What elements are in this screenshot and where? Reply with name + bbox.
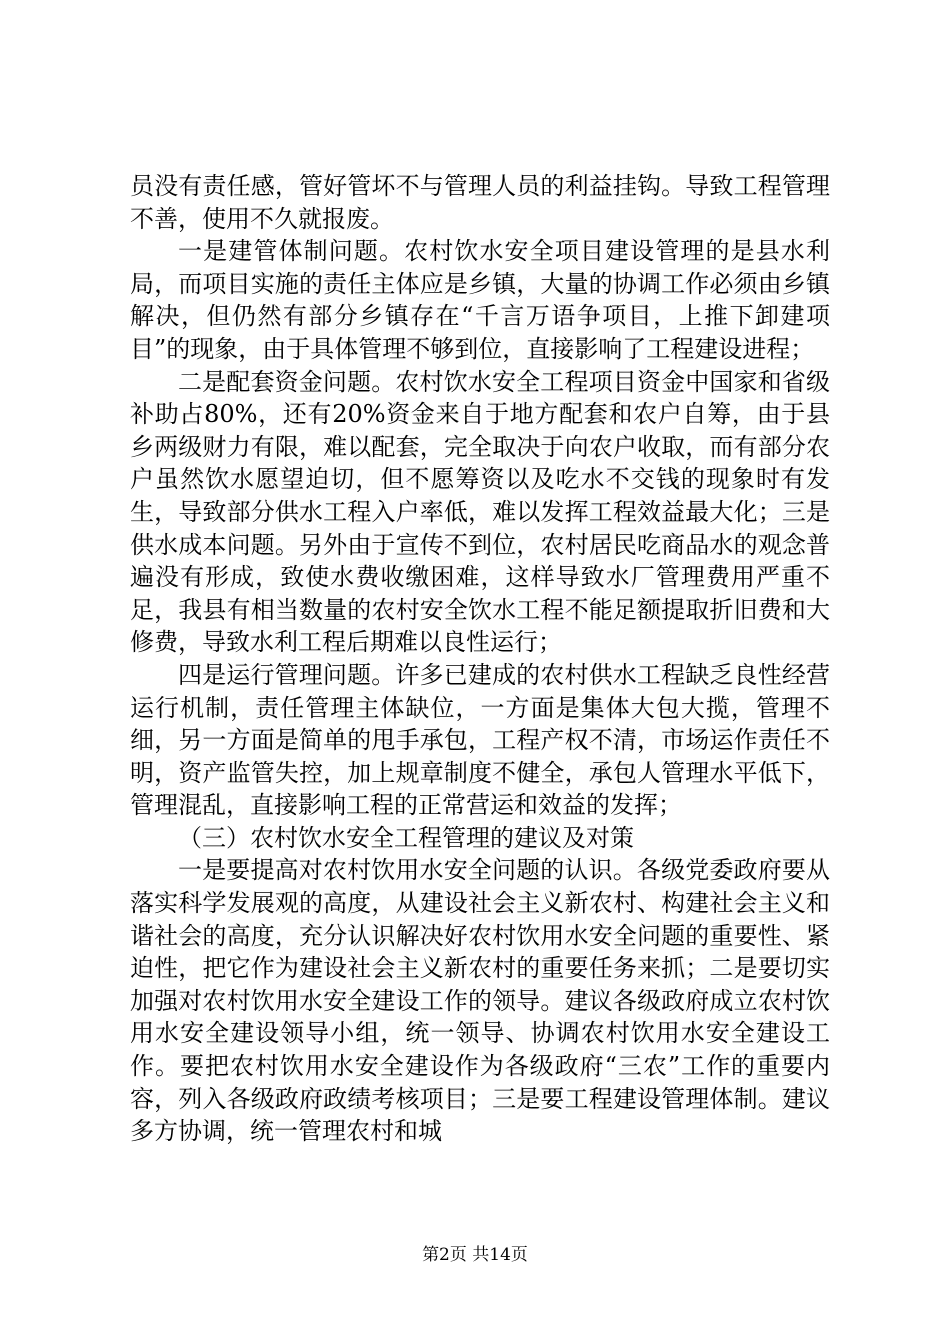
paragraph-management-system: 一是建管体制问题。农村饮水安全项目建设管理的是县水利局，而项目实施的责任主体应是乡镇，大量的协调工作必须由乡镇解决，但仍然有部分乡镇存在“千言万语争项目，上推下卸建项目”的现象，由于具体管理不够到位，直接影响了工程建设进程； <box>130 237 830 363</box>
document-body <box>130 170 830 1148</box>
paragraph-matching-funds: 二是配套资金问题。农村饮水安全工程项目资金中国家和省级补助占80%，还有20%资金来自于地方配套和农户自筹，由于县乡两级财力有限，难以配套，完全取决于向农户收取，而有部分农户虽然饮水愿望迫切，但不愿筹资以及吃水不交钱的现象时有发生，导致部分供水工程入户率低，难以发挥工程效益最大化；三是供水成本问题。另外由于宣传不到位，农村居民吃商品水的观念普遍没有形成，致使水费收缴困难，这样导致水厂管理费用严重不足，我县有相当数量的农村安全饮水工程不能足额提取折旧费和大修费，导致水利工程后期难以良性运行； <box>130 367 830 657</box>
paragraph-operation-management: 四是运行管理问题。许多已建成的农村供水工程缺乏良性经营运行机制，责任管理主体缺位，一方面是集体大包大揽，管理不细，另一方面是简单的甩手承包，工程产权不清，市场运作责任不明，资产监管失控，加上规章制度不健全，承包人管理水平低下，管理混乱，直接影响工程的正常营运和效益的发挥； <box>130 660 830 820</box>
paragraph-continuation: 员没有责任感，管好管坏不与管理人员的利益挂钩。导致工程管理不善，使用不久就报废。 <box>130 172 830 233</box>
section-heading: （三）农村饮水安全工程管理的建议及对策 <box>178 823 634 852</box>
page-number-footer: 第2页 共14页 <box>422 1245 528 1265</box>
paragraph-recommendations: 一是要提高对农村饮用水安全问题的认识。各级党委政府要从落实科学发展观的高度，从建设社会主义新农村、构建社会主义和谐社会的高度，充分认识解决好农村饮用水安全问题的重要性、紧迫性，把它作为建设社会主义新农村的重要任务来抓；二是要切实加强对农村饮用水安全建设工作的领导。建议各级政府成立农村饮用水安全建设领导小组，统一领导、协调农村饮用水安全建设工作。要把农村饮用水安全建设作为各级政府“三农”工作的重要内容，列入各级政府政绩考核项目；三是要工程建设管理体制。建议多方协调，统一管理农村和城 <box>130 856 830 1146</box>
